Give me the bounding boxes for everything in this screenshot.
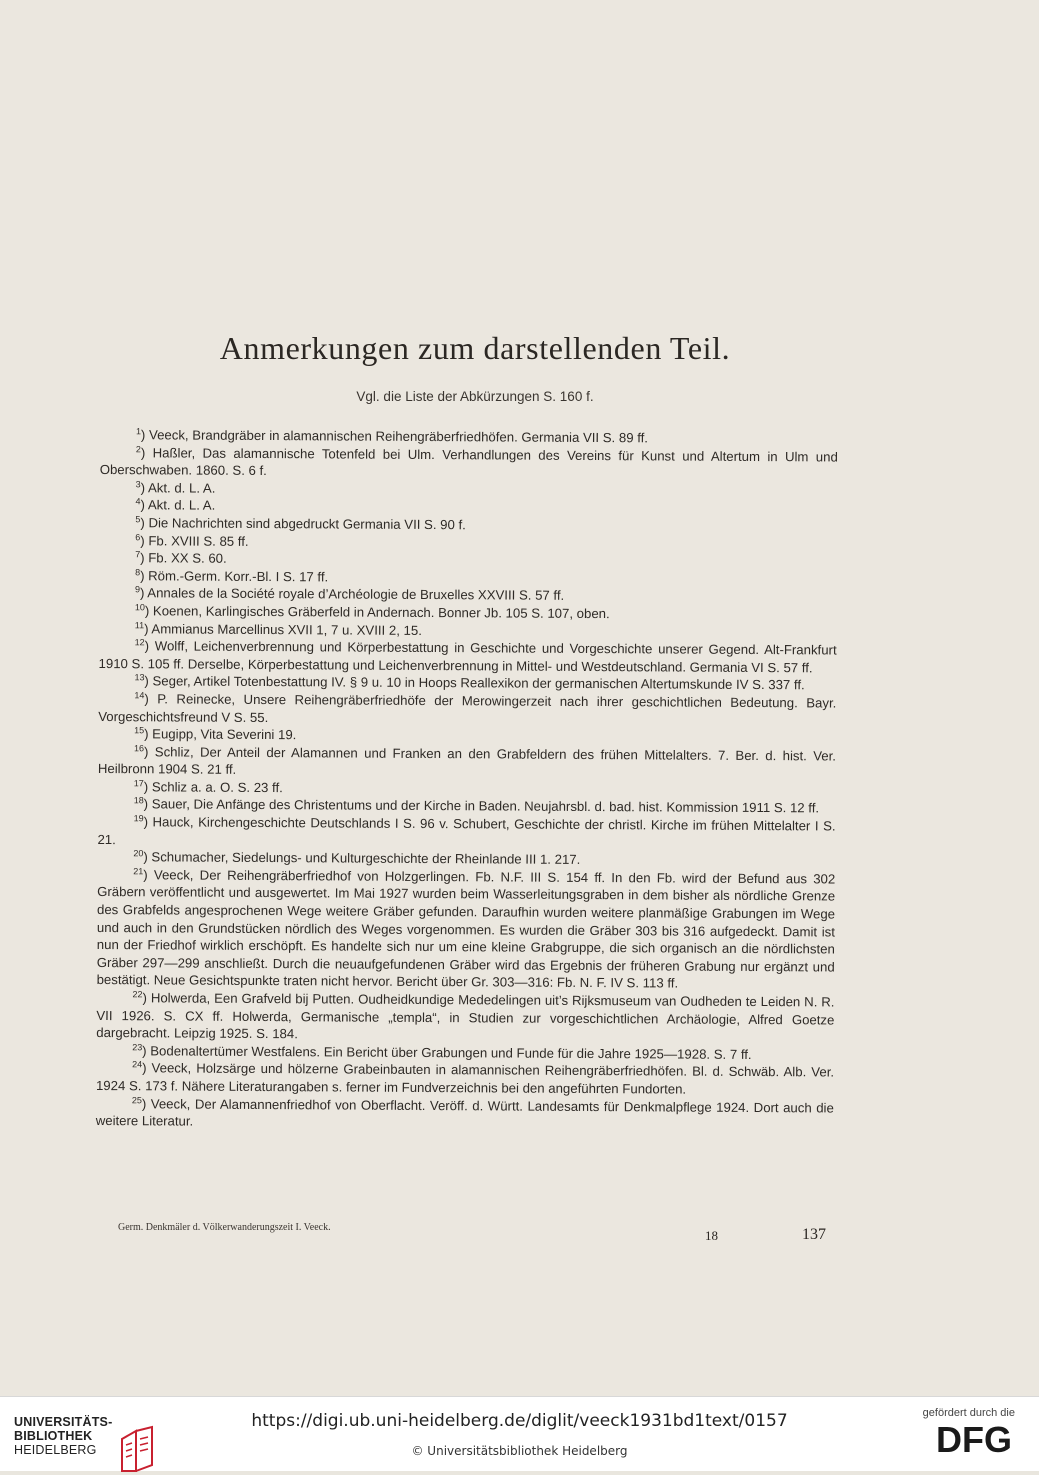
endnote-number: 9 bbox=[134, 584, 141, 595]
library-name-line-1: UNIVERSITÄTS- bbox=[14, 1415, 113, 1429]
signature-line: Germ. Denkmäler d. Völkerwanderungszeit I. Veeck. bbox=[118, 1222, 331, 1233]
endnote bbox=[96, 1095, 834, 1135]
endnote-text: Schumacher, Siedelungs- und Kulturgeschichte der Rheinlande III 1. 217. bbox=[151, 849, 581, 868]
endnote-text: Seger, Artikel Totenbestattung IV. § 9 u. 10 in Hoops Reallexikon der germanischen Altertumskunde IV S. 337 ff. bbox=[152, 673, 805, 693]
endnote-text: Hauck, Kirchengeschichte Deutschlands I S. 96 v. Schubert, Geschichte der christl. Kirche im frühen Mittelalter I S. 21. bbox=[97, 814, 836, 847]
endnote bbox=[100, 444, 838, 484]
endnote-text: Koenen, Karlingisches Gräberfeld in Andernach. Bonner Jb. 105 S. 107, oben. bbox=[152, 603, 610, 622]
endnote-text: P. Reinecke, Unsere Reihengräberfriedhöfe der Merowingerzeit nach ihrer geschichtlichen Bedeutung. Bayr. Vorgeschichtsfreund V S. 55. bbox=[98, 691, 837, 725]
endnote-text: Schliz, Der Anteil der Alamannen und Franken an den Grabfeldern des frühen Mittelalters. 7. Ber. d. hist. Ver. Heilbronn 1904 S. 21 ff. bbox=[97, 744, 837, 778]
endnote bbox=[96, 1059, 834, 1099]
endnote-paren: ) bbox=[144, 620, 152, 636]
endnote-text: Wolff, Leichenverbrennung und Körperbestattung in Geschichte und Vorgeschichte unserer Gegend. Alt-Frankfurt 1910 S. 105 ff. Derselbe, Körperbestattung und Leichenverbrennung in Mittel- und Westdeutschland. Germania VI S. 57 ff. bbox=[98, 638, 837, 676]
endnote bbox=[98, 637, 836, 677]
endnote-number: 11 bbox=[134, 619, 145, 630]
library-name-line-3: HEIDELBERG bbox=[14, 1443, 97, 1457]
dfg-logo-text: DFG bbox=[936, 1421, 1012, 1457]
endnote-number: 10 bbox=[134, 602, 145, 613]
endnote bbox=[97, 813, 835, 853]
endnote-number: 8 bbox=[135, 566, 141, 577]
funder-note: gefördert durch die bbox=[922, 1407, 1015, 1419]
endnote-paren: ) bbox=[140, 497, 148, 513]
endnote-paren: ) bbox=[142, 1060, 152, 1076]
endnote-number: 24 bbox=[132, 1059, 143, 1070]
endnote-text: Röm.-Germ. Korr.-Bl. I S. 17 ff. bbox=[148, 568, 329, 585]
endnote-number: 25 bbox=[131, 1094, 142, 1105]
endnote-text: Veeck, Brandgräber in alamannischen Reihengräberfriedhöfen. Germania VII S. 89 ff. bbox=[148, 427, 649, 446]
endnote-text: Veeck, Der Alamannenfriedhof von Oberflacht. Veröff. d. Württ. Landesamts für Denkmalpflege 1924. Dort auch die weitere Literatur. bbox=[95, 1095, 834, 1129]
endnote-number: 23 bbox=[132, 1041, 143, 1053]
endnote-text: Bodenaltertümer Westfalens. Ein Bericht über Grabungen und Funde für die Jahre 1925—1928. S. 7 ff. bbox=[150, 1043, 752, 1062]
endnote-text: Fb. XX S. 60. bbox=[148, 550, 227, 566]
library-name-line-2: BIBLIOTHEK bbox=[14, 1429, 93, 1443]
sheet-number: 18 bbox=[705, 1228, 718, 1243]
endnote-number: 6 bbox=[135, 531, 141, 542]
endnote-number: 15 bbox=[134, 725, 145, 736]
abbreviations-reference: Vgl. die Liste der Abkürzungen S. 160 f. bbox=[356, 389, 594, 404]
endnote-paren: ) bbox=[144, 726, 153, 742]
endnote-paren: ) bbox=[143, 814, 153, 830]
endnote-paren: ) bbox=[140, 550, 149, 566]
endnote-paren: ) bbox=[143, 796, 152, 812]
dfg-logo[interactable] bbox=[925, 1421, 1023, 1457]
endnote-text: Holwerda, Een Grafveld bij Putten. Oudheidkundige Mededelingen uit’s Rijksmuseum van Oudheden te Leiden N. R. VII 1926. S. CX ff. Holwerda, Germanische „templa“, in Studien zur vorgeschichtlichen Archäologie, Alfred Goetze dargebracht. Leipzig 1925. S. 184. bbox=[96, 990, 835, 1042]
endnote-paren: ) bbox=[140, 480, 149, 496]
endnote-number: 2 bbox=[135, 443, 141, 454]
endnote-paren: ) bbox=[141, 1095, 151, 1111]
endnote-text: Die Nachrichten sind abgedruckt Germania VII S. 90 f. bbox=[148, 515, 466, 533]
endnote-number: 22 bbox=[132, 989, 143, 1000]
endnote-paren: ) bbox=[140, 532, 149, 548]
endnote-paren: ) bbox=[140, 444, 153, 460]
endnote bbox=[96, 989, 834, 1046]
endnote-number: 20 bbox=[133, 848, 144, 859]
endnote-number: 12 bbox=[134, 637, 145, 648]
endnotes-list bbox=[96, 426, 838, 1134]
endnote-text: Schliz a. a. O. S. 23 ff. bbox=[151, 779, 283, 795]
endnote-number: 4 bbox=[135, 496, 141, 507]
endnote-text: Eugipp, Vita Severini 19. bbox=[152, 726, 297, 743]
endnote-paren: ) bbox=[144, 673, 153, 689]
endnote-number: 7 bbox=[135, 549, 141, 560]
endnote-number: 21 bbox=[133, 866, 144, 877]
endnote-number: 16 bbox=[134, 742, 145, 753]
endnote-paren: ) bbox=[143, 779, 152, 795]
endnote-number: 17 bbox=[133, 778, 144, 789]
endnote-number: 13 bbox=[134, 672, 145, 683]
endnote-paren: ) bbox=[140, 567, 149, 584]
permalink-url[interactable]: https://digi.ub.uni-heidelberg.de/diglit/veeck1931bd1text/0157 bbox=[251, 1411, 788, 1431]
viewer-footer bbox=[0, 1396, 1039, 1471]
endnote-paren: ) bbox=[142, 1043, 151, 1059]
endnote-paren: ) bbox=[140, 515, 149, 531]
endnote-paren: ) bbox=[143, 849, 152, 865]
endnote-number: 3 bbox=[135, 479, 141, 490]
endnote-text: Ammianus Marcellinus XVII 1, 7 u. XVIII 2, 15. bbox=[151, 620, 422, 638]
endnote-number: 18 bbox=[133, 795, 144, 806]
endnote-number: 5 bbox=[135, 514, 141, 525]
endnote-number: 19 bbox=[133, 813, 144, 824]
endnote-paren: ) bbox=[143, 867, 154, 883]
endnote bbox=[97, 866, 836, 994]
endnote-number: 1 bbox=[135, 426, 142, 437]
endnote-number: 14 bbox=[134, 690, 145, 701]
endnote-paren: ) bbox=[144, 603, 153, 619]
endnote-text: Veeck, Der Reihengräberfriedhof von Holzgerlingen. Fb. N.F. III S. 154 ff. In den Fb. wird der Befund aus 302 Gräbern veröffentlicht und ausgewertet. Im Mai 1927 wurden beim Wasserleitungsgraben in dem bisher als nördliche Grenze des Grabfelds angesprochenen Wege weitere Gräber gefunden. Daraufhin wurden weitere planmäßige Grabungen im Wege und auch in den Grundstücken nördlich des Weges vorgenommen. Es wurden die Gräber 303 bis 316 aufgedeckt. Damit ist nun der Friedhof wirklich erschöpft. Es handelte sich nur um eine kleine Grabgruppe, die sich organisch an die nördlichsten Gräber 297—299 anschließt. Durch die neuaufgefundenen Gräber wird das Ergebnis der früheren Grabung nur ergänzt und bestätigt. Neue Gesichtspunkte traten nicht hervor. Bericht über Gr. 303—316: Fb. N. F. IV S. 113 ff. bbox=[96, 867, 836, 991]
copyright-notice: © Universitätsbibliothek Heidelberg bbox=[411, 1444, 628, 1458]
endnote-text: Veeck, Holzsärge und hölzerne Grabeinbauten in alamannischen Reihengräberfriedhöfen. Bl. d. Schwäb. Alb. Ver. 1924 S. 173 f. Nähere Literaturangaben s. ferner im Fundverzeichnis bei den angeführten Fundorten. bbox=[95, 1060, 835, 1097]
page-number: 137 bbox=[802, 1226, 826, 1243]
endnote bbox=[98, 743, 836, 783]
endnote-text: Akt. d. L. A. bbox=[147, 480, 216, 496]
endnote-text: Haßler, Das alamannische Totenfeld bei Ulm. Verhandlungen des Vereins für Kunst und Altertum in Ulm und Oberschwaben. 1860. S. 6 f. bbox=[99, 444, 838, 479]
page-heading: Anmerkungen zum darstellenden Teil. bbox=[219, 330, 731, 366]
endnote-paren: ) bbox=[139, 585, 148, 601]
endnote-text: Sauer, Die Anfänge des Christentums und der Kirche in Baden. Neujahrsbl. d. bad. hist. Kommission 1911 S. 12 ff. bbox=[151, 796, 820, 816]
endnote-paren: ) bbox=[143, 743, 155, 760]
endnote-paren: ) bbox=[144, 638, 155, 654]
endnote-paren: ) bbox=[140, 427, 150, 443]
endnote-paren: ) bbox=[142, 990, 151, 1006]
endnote-text: Annales de la Société royale d’Archéologie de Bruxelles XXVIII S. 57 ff. bbox=[147, 585, 565, 604]
endnote-text: Akt. d. L. A. bbox=[147, 497, 216, 514]
endnote bbox=[98, 690, 836, 730]
endnote-text: Fb. XVIII S. 85 ff. bbox=[148, 532, 249, 549]
endnote-paren: ) bbox=[144, 691, 158, 707]
